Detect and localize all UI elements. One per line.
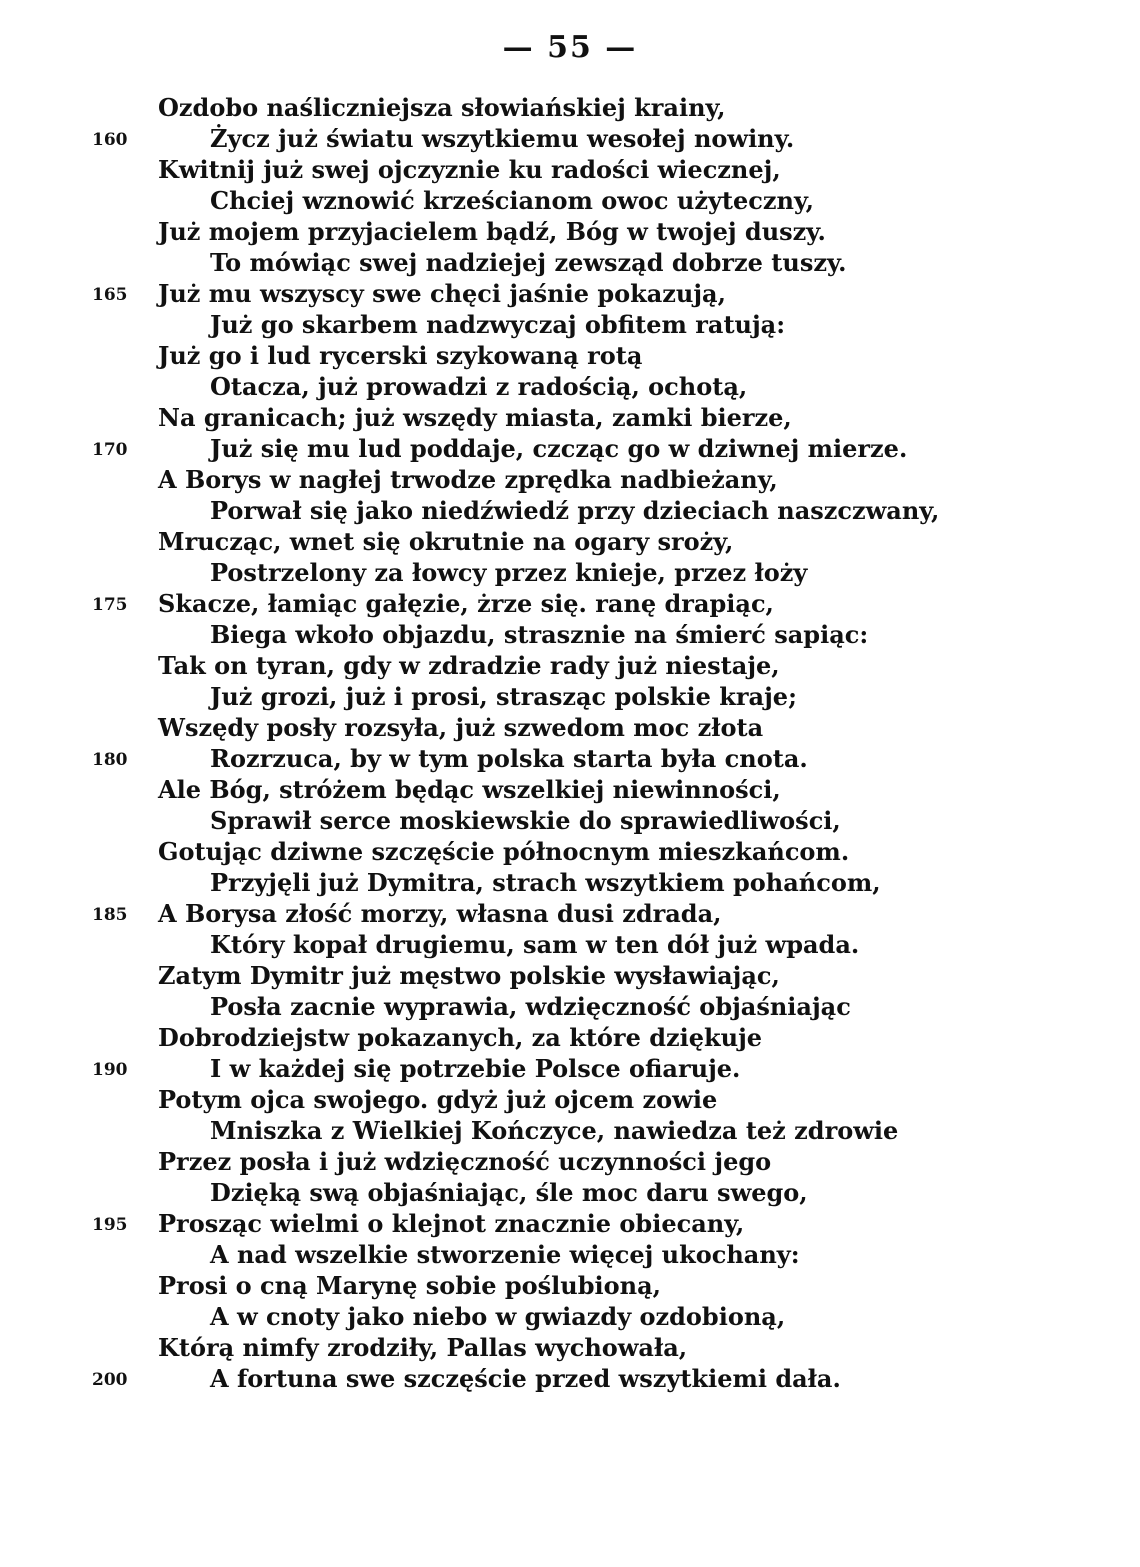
line-text: Rozrzuca, by w tym polska starta była cnota. [210, 744, 808, 773]
poem-line [0, 1084, 1140, 1115]
line-text: Wszędy posły rozsyła, już szwedom moc złota [158, 713, 764, 742]
poem-line [0, 960, 1140, 991]
line-number: 185 [92, 905, 128, 925]
line-text: Porwał się jako niedźwiedź przy dzieciach naszczwany, [210, 496, 940, 525]
line-text: Otacza, już prowadzi z radością, ochotą, [210, 372, 748, 401]
line-text: Tak on tyran, gdy w zdradzie rady już niestaje, [158, 651, 780, 680]
line-text: Prosząc wielmi o klejnot znacznie obiecany, [158, 1209, 745, 1238]
line-text: Prosi o cną Marynę sobie poślubioną, [158, 1271, 661, 1300]
line-text: Dobrodziejstw pokazanych, za które dziękuje [158, 1023, 763, 1052]
poem-line [0, 402, 1140, 433]
poem-line [0, 278, 1140, 309]
poem-line [0, 92, 1140, 123]
line-text: Który kopał drugiemu, sam w ten dół już wpada. [210, 930, 860, 959]
poem-line [0, 836, 1140, 867]
line-text: Już mu wszyscy swe chęci jaśnie pokazują, [158, 279, 726, 308]
poem-line [0, 495, 1140, 526]
line-text: Ale Bóg, stróżem będąc wszelkiej niewinności, [158, 775, 781, 804]
line-text: Dzięką swą objaśniając, śle moc daru swego, [210, 1178, 808, 1207]
line-number: 165 [92, 285, 128, 305]
line-text: Biega wkoło objazdu, strasznie na śmierć sapiąc: [210, 620, 869, 649]
poem-line [0, 371, 1140, 402]
line-text: Mrucząc, wnet się okrutnie na ogary sroży, [158, 527, 734, 556]
poem-line [0, 123, 1140, 154]
line-text: Już mojem przyjacielem bądź, Bóg w twojej duszy. [158, 217, 826, 246]
line-number: 190 [92, 1060, 128, 1080]
line-text: Już go i lud rycerski szykowaną rotą [158, 341, 643, 370]
poem-line [0, 774, 1140, 805]
line-text: A nad wszelkie stworzenie więcej ukochany: [210, 1240, 800, 1269]
poem-line [0, 929, 1140, 960]
poem-line [0, 1208, 1140, 1239]
line-text: Posła zacnie wyprawia, wdzięczność objaśniając [210, 992, 851, 1021]
line-text: Przyjęli już Dymitra, strach wszytkiem pohańcom, [210, 868, 881, 897]
poem-line [0, 991, 1140, 1022]
poem-line [0, 712, 1140, 743]
line-text: Gotując dziwne szczęście północnym mieszkańcom. [158, 837, 850, 866]
line-text: Chciej wznowić krześcianom owoc użyteczny, [210, 186, 814, 215]
line-text: A fortuna swe szczęście przed wszytkiemi dała. [210, 1364, 841, 1393]
line-number: 200 [92, 1370, 128, 1390]
poem-line [0, 433, 1140, 464]
line-text: A w cnoty jako niebo w gwiazdy ozdobioną, [210, 1302, 786, 1331]
poem-line [0, 805, 1140, 836]
poem-line [0, 743, 1140, 774]
line-text: A Borys w nagłej trwodze zprędka nadbieżany, [158, 465, 778, 494]
line-text: Na granicach; już wszędy miasta, zamki bierze, [158, 403, 792, 432]
poem-line [0, 247, 1140, 278]
poem-line [0, 1146, 1140, 1177]
poem-line [0, 1301, 1140, 1332]
poem-line [0, 185, 1140, 216]
poem-line [0, 1053, 1140, 1084]
line-text: Sprawił serce moskiewskie do sprawiedliwości, [210, 806, 841, 835]
poem-line [0, 867, 1140, 898]
poem-line [0, 681, 1140, 712]
line-number: 160 [92, 130, 128, 150]
poem-line [0, 1022, 1140, 1053]
line-text: I w każdej się potrzebie Polsce ofiaruje. [210, 1054, 741, 1083]
line-number: 175 [92, 595, 128, 615]
line-text: Mniszka z Wielkiej Kończyce, nawiedza też zdrowie [210, 1116, 899, 1145]
line-number: 195 [92, 1215, 128, 1235]
line-number: 170 [92, 440, 128, 460]
poem-line [0, 557, 1140, 588]
page-number-header: — 55 — [502, 30, 638, 65]
poem-line [0, 1270, 1140, 1301]
poem-line [0, 309, 1140, 340]
line-text: Którą nimfy zrodziły, Pallas wychowała, [158, 1333, 688, 1362]
poem-line [0, 1239, 1140, 1270]
line-text: Życz już światu wszytkiemu wesołej nowiny. [210, 124, 795, 153]
line-number: 180 [92, 750, 128, 770]
line-text: A Borysa złość morzy, własna dusi zdrada, [158, 899, 722, 928]
poem-line [0, 1332, 1140, 1363]
poem-line [0, 340, 1140, 371]
line-text: Przez posła i już wdzięczność uczynności jego [158, 1147, 772, 1176]
poem-line [0, 1115, 1140, 1146]
poem-line [0, 1177, 1140, 1208]
line-text: To mówiąc swej nadziejej zewsząd dobrze tuszy. [210, 248, 847, 277]
line-text: Skacze, łamiąc gałęzie, żrze się. ranę drapiąc, [158, 589, 774, 618]
line-text: Potym ojca swojego. gdyż już ojcem zowie [158, 1085, 718, 1114]
poem-line [0, 154, 1140, 185]
poem-line [0, 898, 1140, 929]
line-text: Zatym Dymitr już męstwo polskie wysławiając, [158, 961, 780, 990]
poem-line [0, 1363, 1140, 1394]
poem-line [0, 619, 1140, 650]
line-text: Już się mu lud poddaje, czcząc go w dziwnej mierze. [210, 434, 908, 463]
line-text: Już grozi, już i prosi, strasząc polskie kraje; [210, 682, 797, 711]
poem-line [0, 216, 1140, 247]
poem-line [0, 650, 1140, 681]
poem-line [0, 464, 1140, 495]
poem-line [0, 588, 1140, 619]
line-text: Kwitnij już swej ojczyznie ku radości wiecznej, [158, 155, 781, 184]
line-text: Postrzelony za łowcy przez knieje, przez łoży [210, 558, 808, 587]
line-text: Ozdobo naśliczniejsza słowiańskiej krainy, [158, 93, 726, 122]
poem-line [0, 526, 1140, 557]
poem-body [0, 92, 1140, 1394]
line-text: Już go skarbem nadzwyczaj obfitem ratują: [210, 310, 786, 339]
